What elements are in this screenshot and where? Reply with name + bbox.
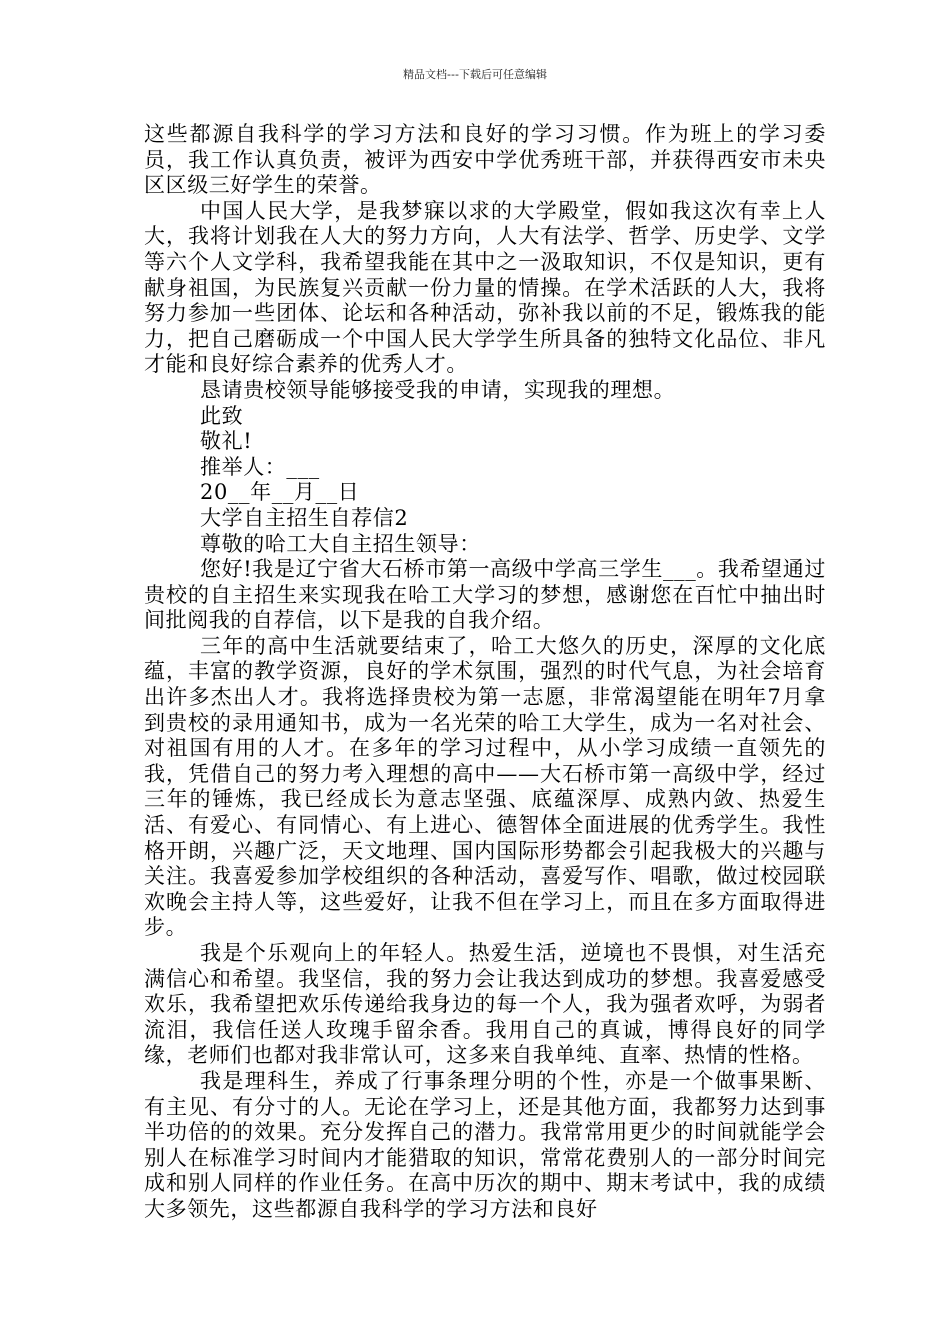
document-body: [144, 122, 826, 1223]
section-title: 大学自主招生自荐信2: [200, 505, 409, 530]
closing-salutation: 此致: [200, 403, 244, 428]
paragraph: 中国人民大学，是我梦寐以求的大学殿堂，假如我这次有幸上人大，我将计划我在人大的努力方向，人大有法学、哲学、历史学、文学等六个人文学科，我希望我能在其中之一汲取知识，不仅是知识，更有献身祖国，为民族复兴贡献一份力量的情操。在学术活跃的人大，我将努力参加一些团体、论坛和各种活动，弥补我以前的不足，锻炼我的能力，把自己磨砺成一个中国人民大学学生所具备的独特文化品位、非凡才能和良好综合素养的优秀人才。: [144, 198, 826, 377]
letter-greeting: 尊敬的哈工大自主招生领导：: [200, 531, 481, 556]
paragraph: 这些都源自我科学的学习方法和良好的学习习惯。作为班上的学习委员，我工作认真负责，被评为西安中学优秀班干部，并获得西安市未央区区级三好学生的荣誉。: [144, 122, 826, 198]
paragraph: 三年的高中生活就要结束了，哈工大悠久的历史，深厚的文化底蕴，丰富的教学资源，良好的学术氛围，强烈的时代气息，为社会培育出许多杰出人才。我将选择贵校为第一志愿，非常渴望能在明年7月拿到贵校的录用通知书，成为一名光荣的哈工大学生，成为一名对社会、对祖国有用的人才。在多年的学习过程中，从小学习成绩一直领先的我，凭借自己的努力考入理想的高中——大石桥市第一高级中学，经过三年的锤炼，我已经成长为意志坚强、底蕴深厚、成熟内敛、热爱生活、有爱心、有同情心、有上进心、德智体全面进展的优秀学生。我性格开朗，兴趣广泛，天文地理、国内国际形势都会引起我极大的兴趣与关注。我喜爱参加学校组织的各种活动，喜爱写作、唱歌，做过校园联欢晚会主持人等，这些爱好，让我不但在学习上，而且在多方面取得进步。: [144, 633, 826, 940]
closing-regards: 敬礼!: [200, 429, 253, 454]
paragraph: 您好!我是辽宁省大石桥市第一高级中学高三学生___。我希望通过贵校的自主招生来实现我在哈工大学习的梦想，感谢您在百忙中抽出时间批阅我的自荐信，以下是我的自我介绍。: [144, 557, 826, 633]
date-line: 20__年__月__日: [200, 480, 360, 505]
page-header: 精品文档---下载后可任意编辑: [403, 68, 547, 81]
paragraph: 我是个乐观向上的年轻人。热爱生活，逆境也不畏惧，对生活充满信心和希望。我坚信，我的努力会让我达到成功的梦想。我喜爱感受欢乐，我希望把欢乐传递给我身边的每一个人，我为强者欢呼，为弱者流泪，我信任送人玫瑰手留余香。我用自己的真诚，博得良好的同学缘，老师们也都对我非常认可，这多来自我单纯、直率、热情的性格。: [144, 941, 826, 1068]
paragraph: 恳请贵校领导能够接受我的申请，实现我的理想。: [200, 377, 676, 402]
recommender-line: 推举人：___: [200, 454, 320, 479]
paragraph: 我是理科生，养成了行事条理分明的个性，亦是一个做事果断、有主见、有分寸的人。无论在学习上，还是其他方面，我都努力达到事半功倍的的效果。充分发挥自己的潜力。我常常用更少的时间就能学会别人在标准学习时间内才能猎取的知识，常常花费别人的一部分时间完成和别人同样的作业任务。在高中历次的期中、期末考试中，我的成绩大多领先，这些都源自我科学的学习方法和良好: [144, 1068, 826, 1221]
